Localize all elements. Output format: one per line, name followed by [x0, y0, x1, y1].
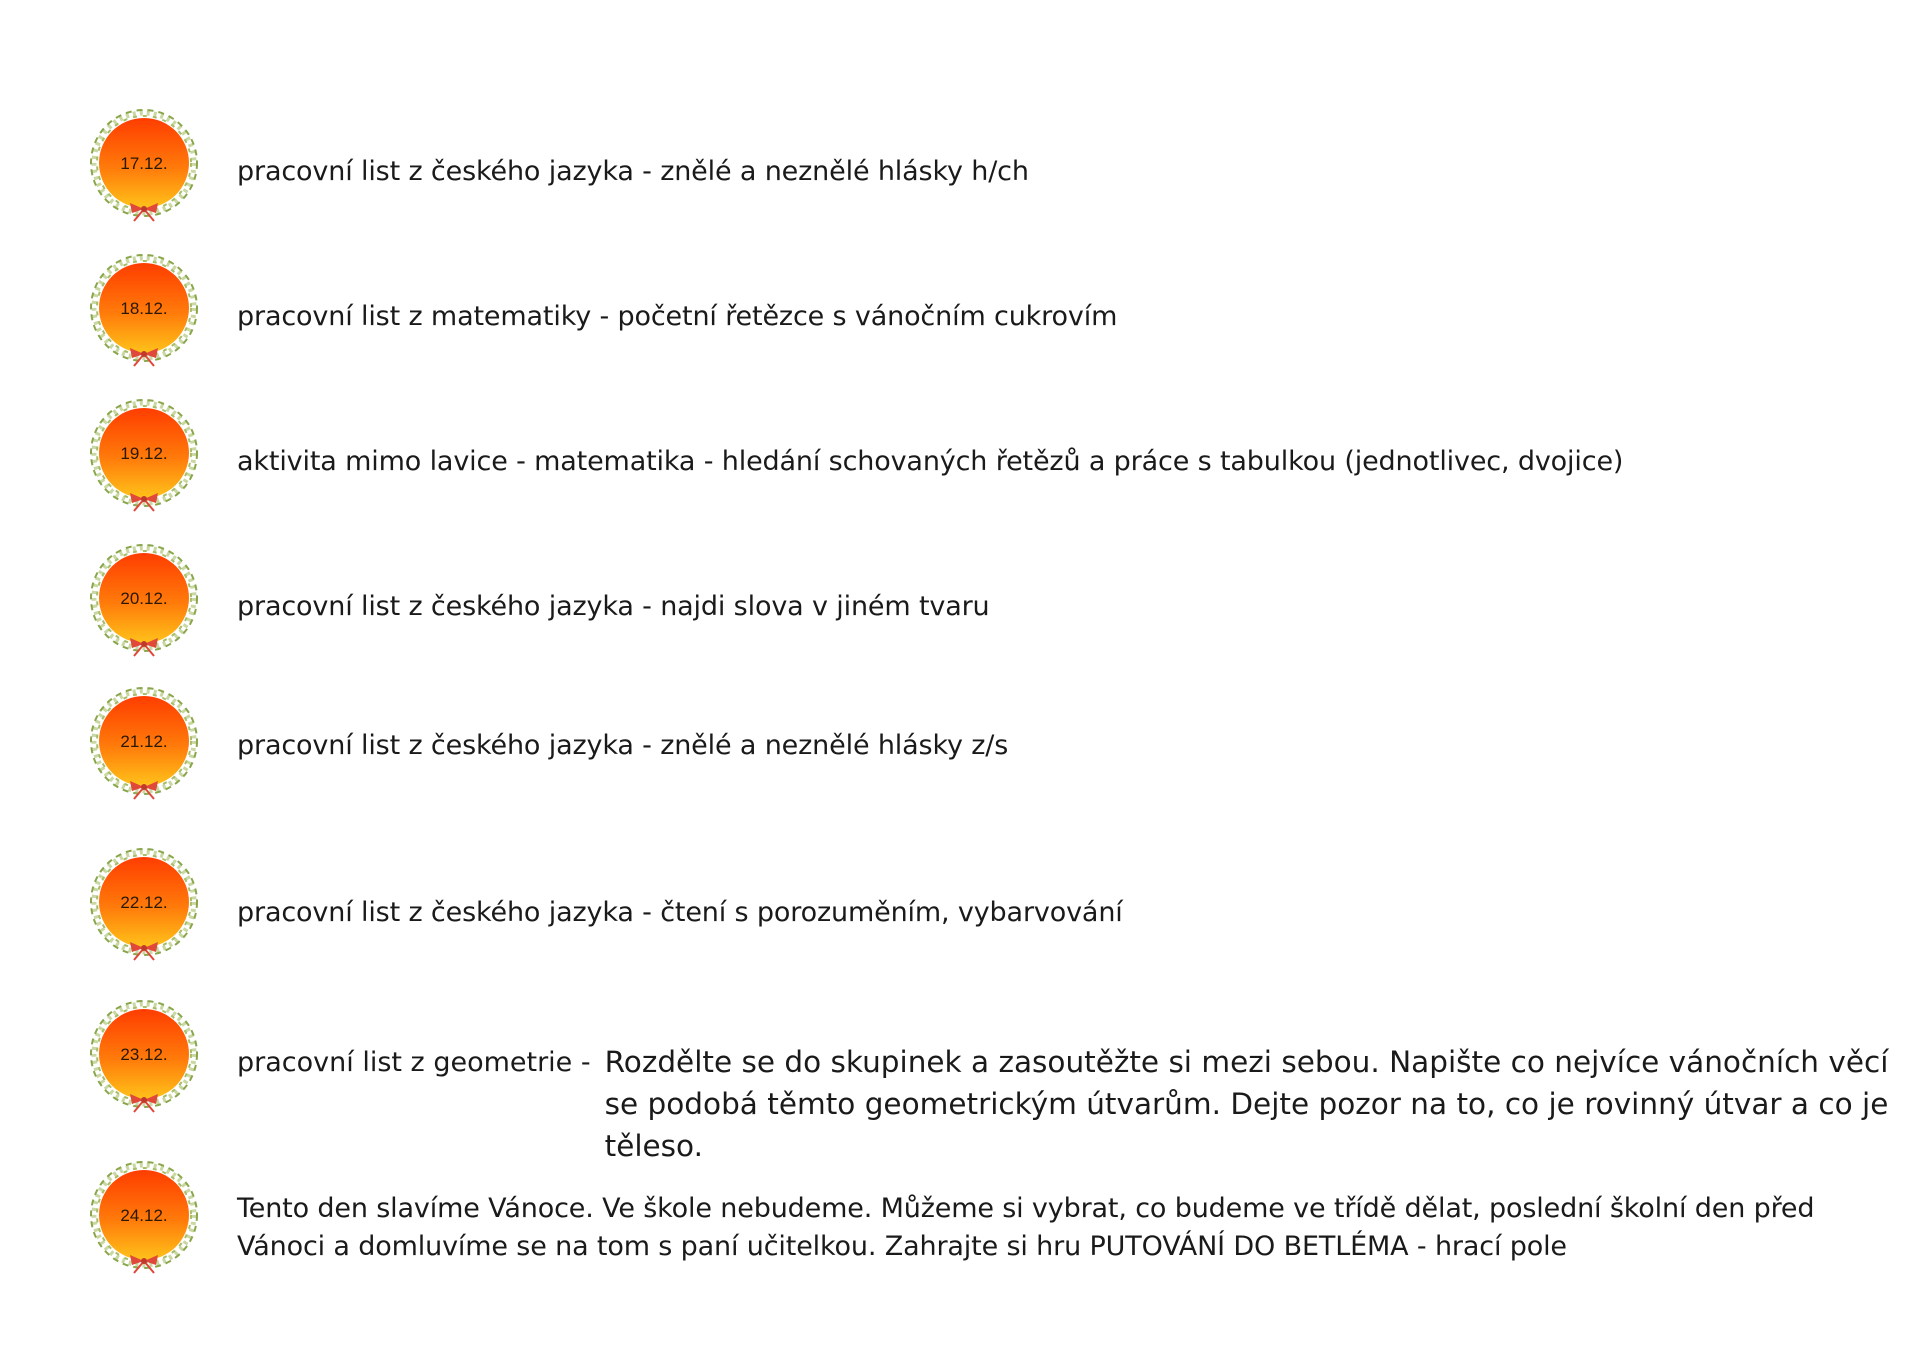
badge-date: 21.12.	[120, 732, 168, 751]
date-badge	[88, 999, 200, 1115]
wreath-icon	[88, 253, 200, 369]
entry-text: pracovní list z českého jazyka - čtení s porozuměním, vybarvování	[237, 897, 1123, 928]
entry-text: pracovní list z matematiky - početní řetězce s vánočním cukrovím	[237, 301, 1118, 332]
date-badge	[88, 108, 200, 224]
date-badge	[88, 847, 200, 963]
date-badge	[88, 398, 200, 514]
entry-text: pracovní list z českého jazyka - znělé a neznělé hlásky z/s	[237, 730, 1009, 761]
badge-date: 22.12.	[120, 893, 168, 912]
entry-text-line-2: Vánoci a domluvíme se na tom s paní učitelkou. Zahrajte si hru PUTOVÁNÍ DO BETLÉMA - hrací pole	[237, 1231, 1567, 1262]
entry-text: pracovní list z českého jazyka - najdi slova v jiném tvaru	[237, 591, 990, 622]
entry-text-line-1: Tento den slavíme Vánoce. Ve škole nebudeme. Můžeme si vybrat, co budeme ve třídě dělat, poslední školní den před	[237, 1193, 1815, 1224]
entry-detail: Rozdělte se do skupinek a zasoutěžte si mezi sebou. Napište co nejvíce vánočních věcí se podobá těmto geometrickým útvarům. Dejte pozor na to, co je rovinný útvar a co je těleso.	[604, 1045, 1889, 1163]
wreath-icon	[88, 1160, 200, 1276]
badge-date: 24.12.	[120, 1206, 168, 1225]
date-badge	[88, 686, 200, 802]
date-badge	[88, 1160, 200, 1276]
wreath-icon	[88, 543, 200, 659]
entry-text: aktivita mimo lavice - matematika - hledání schovaných řetězů a práce s tabulkou (jednotlivec, dvojice)	[237, 446, 1624, 477]
entry-lead: pracovní list z geometrie -	[237, 1047, 591, 1078]
badge-date: 17.12.	[120, 154, 168, 173]
wreath-icon	[88, 847, 200, 963]
wreath-icon	[88, 398, 200, 514]
badge-date: 19.12.	[120, 444, 168, 463]
badge-date: 23.12.	[120, 1045, 168, 1064]
wreath-icon	[88, 999, 200, 1115]
entry-text: pracovní list z českého jazyka - znělé a neznělé hlásky h/ch	[237, 156, 1029, 187]
badge-date: 20.12.	[120, 589, 168, 608]
entry-text	[237, 1041, 1905, 1167]
date-badge	[88, 253, 200, 369]
date-badge	[88, 543, 200, 659]
wreath-icon	[88, 108, 200, 224]
wreath-icon	[88, 686, 200, 802]
badge-date: 18.12.	[120, 299, 168, 318]
